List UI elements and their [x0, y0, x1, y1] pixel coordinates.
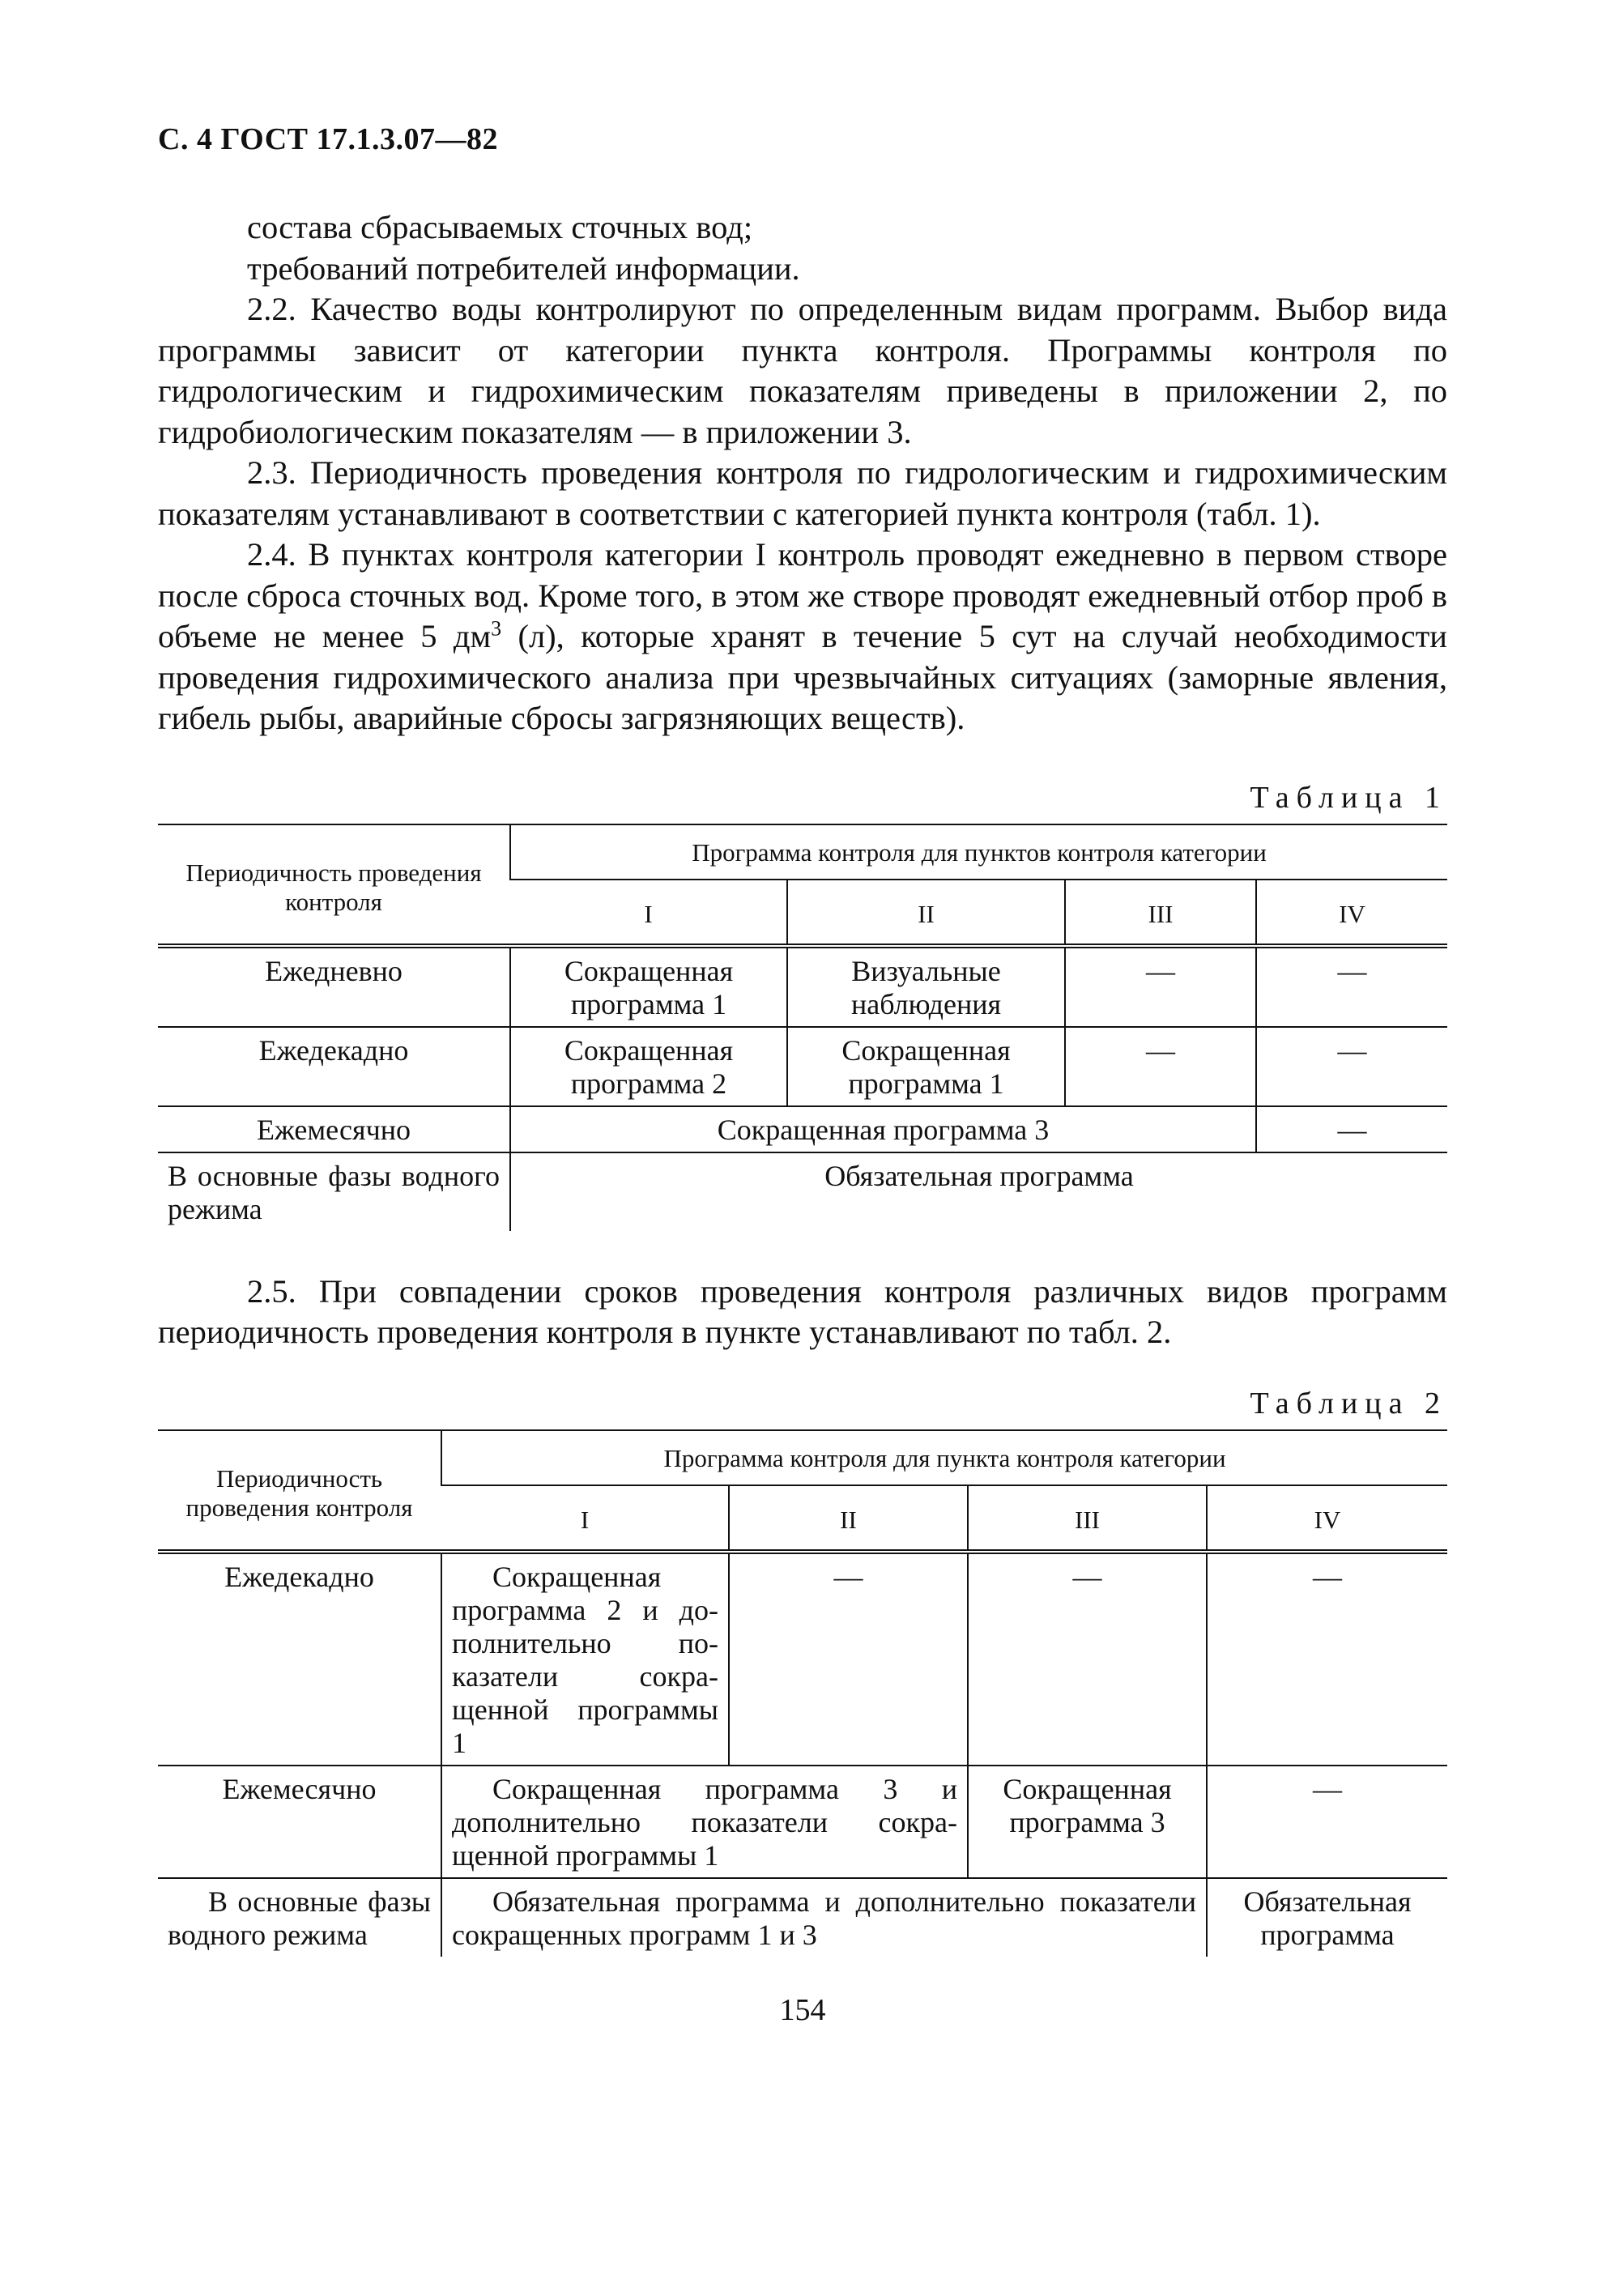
table2-header-cat-3: III [968, 1485, 1207, 1552]
table1-caption: Таблица 1 [1250, 780, 1447, 815]
table2-header-periodicity: Периодичность проведения контроля [158, 1430, 441, 1552]
table2-cell: Сокращенная программа 2 и дополнительно показатели сокращенной программы 1 [441, 1552, 729, 1766]
table1-cell-span: Сокращенная программа 3 [510, 1106, 1256, 1152]
table2-header-cat-4: IV [1207, 1485, 1447, 1552]
table1-row-label: Ежедекадно [158, 1027, 510, 1106]
body-text-top [158, 207, 1447, 739]
superscript-3: 3 [491, 616, 502, 641]
table-row [158, 1106, 1447, 1152]
table1-row-label: Ежедневно [158, 946, 510, 1027]
table2-cell: — [968, 1552, 1207, 1766]
table1-cell: Сокращенная программа 1 [787, 1027, 1065, 1106]
table1-cell: — [1256, 1106, 1447, 1152]
body-text-middle [158, 1272, 1447, 1353]
table2-header-cat-2: II [729, 1485, 968, 1552]
paragraph-2-4-part1: 2.4. В пунктах контроля категории I контроль проводят ежедневно в первом створе после сброса сточных вод. Кроме того, в этом же створе проводят ежедневный отбор проб в объеме не менее 5 дм [158, 536, 1447, 654]
table2-cell: — [1207, 1766, 1447, 1878]
table2-cell-span: Сокращенная программа 3 и дополнительно показатели сокращенной программы 1 [441, 1766, 968, 1878]
table-2 [158, 1429, 1447, 1957]
table2-cell: Обязательная программа [1207, 1878, 1447, 1957]
paragraph: требований потребителей информации. [247, 249, 800, 287]
table1-cell: — [1065, 1027, 1256, 1106]
paragraph-2-4 [158, 535, 1447, 739]
paragraph-2-5: 2.5. При совпадении сроков проведения контроля различных видов программ периодичность проведения контроля в пункте устанавливают по табл. 2. [158, 1272, 1447, 1350]
table2-caption: Таблица 2 [1250, 1386, 1447, 1421]
table2-cell: — [729, 1552, 968, 1766]
table1-header-cat-3: III [1065, 880, 1256, 946]
table1-cell: Визуальные наблюдения [787, 946, 1065, 1027]
table1-row-label: Ежемесячно [158, 1106, 510, 1152]
table1-cell: Сокращенная программа 2 [510, 1027, 787, 1106]
table1-cell: — [1256, 946, 1447, 1027]
table-row [158, 1152, 1447, 1231]
table1-row-label: В основные фазы водного режима [158, 1152, 510, 1231]
table2-header-cat-1: I [441, 1485, 729, 1552]
table1-cell: — [1256, 1027, 1447, 1106]
table1-header-cat-2: II [787, 880, 1065, 946]
page-number: 154 [779, 1992, 826, 2027]
table-1 [158, 824, 1447, 1231]
table2-cell: Сокращенная программа 3 [968, 1766, 1207, 1878]
paragraph: состава сбрасываемых сточных вод; [247, 209, 753, 245]
page-header: С. 4 ГОСТ 17.1.3.07—82 [158, 122, 498, 156]
table-row [158, 1766, 1447, 1878]
table1-cell: — [1065, 946, 1256, 1027]
table-row [158, 1878, 1447, 1957]
table2-cell-span: Обязательная программа и дополнительно показатели сокращенных программ 1 и 3 [441, 1878, 1207, 1957]
table2-row-label: В основные фазы водного режима [158, 1878, 441, 1957]
table-row [158, 1027, 1447, 1106]
table1-header-cat-1: I [510, 880, 787, 946]
table2-row-label: Ежемесячно [158, 1766, 441, 1878]
table1-header-periodicity: Периодичность проведения контроля [158, 824, 510, 946]
table2-header-group: Программа контроля для пункта контроля категории [441, 1430, 1447, 1485]
table2-cell: — [1207, 1552, 1447, 1766]
paragraph-2-3: 2.3. Периодичность проведения контроля по гидрологическим и гидрохимическим показателям устанавливают в соответствии с категорией пункта контроля (табл. 1). [158, 454, 1447, 532]
table1-cell: Сокращенная программа 1 [510, 946, 787, 1027]
document-page [158, 121, 1447, 2028]
table-row [158, 1552, 1447, 1766]
table1-header-group: Программа контроля для пунктов контроля категории [510, 824, 1447, 880]
table2-row-label: Ежедекадно [158, 1552, 441, 1766]
table-row [158, 946, 1447, 1027]
paragraph-2-4-part2: (л), которые хранят в течение 5 сут на случай необходимости проведения гидрохимического анализа при чрезвычайных ситуациях (заморные явления, гибель рыбы, аварийные сбросы загрязняющих веществ). [158, 618, 1447, 736]
paragraph-2-2: 2.2. Качество воды контролируют по определенным видам программ. Выбор вида программы зависит от категории пункта контроля. Программы контроля по гидрологическим и гидрохимическим показателям приведены в приложении 2, по гидробиологическим показателям — в приложении 3. [158, 291, 1447, 450]
table1-header-cat-4: IV [1256, 880, 1447, 946]
table1-cell-span: Обязательная программа [510, 1152, 1447, 1231]
